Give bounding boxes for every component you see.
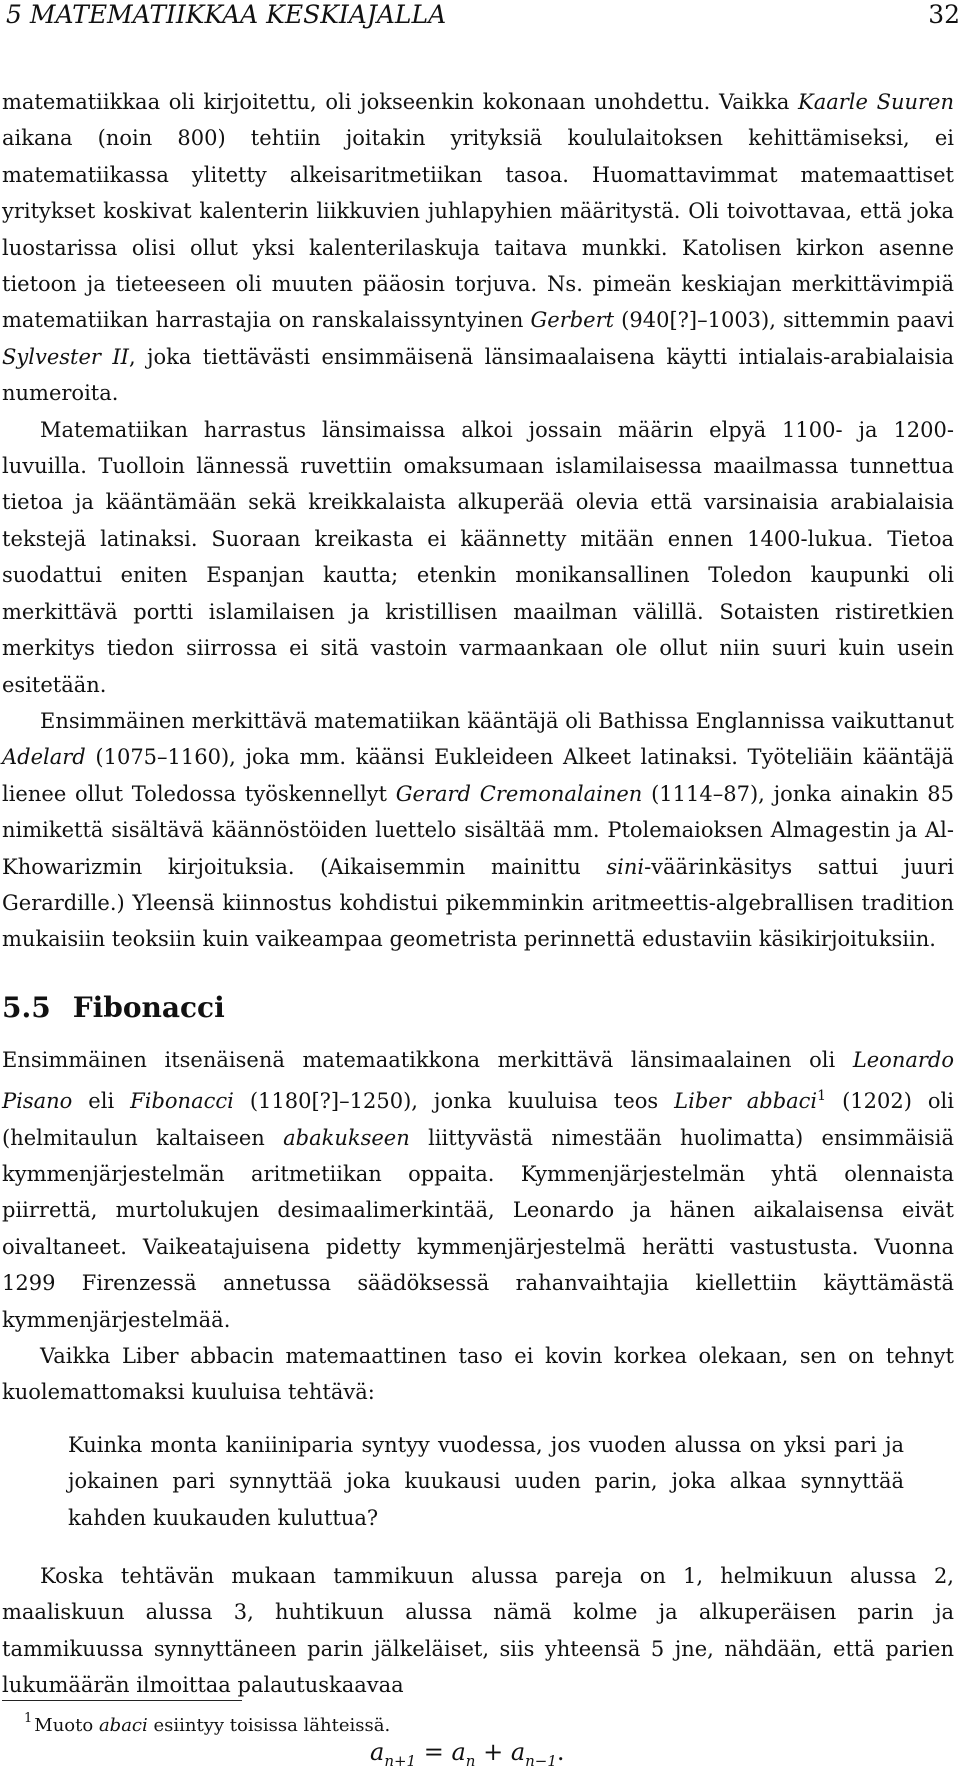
italic-term: sini [606,854,645,879]
italic-term: Adelard [2,745,86,770]
italic-term: Leonardo Pisano [2,1047,954,1114]
paragraph: Ensimmäinen merkittävä matematiikan kääntäjä oli Bathissa Englannissa vaikuttanut Adelard (1075–1160), joka mm. käänsi Eukleideen Alkeet latinaksi. Työteliäin kääntäjä lienee ollut Toledossa työskennellyt Gerard Cremonalainen (1114–87), jonka ainakin 85 nimikettä sisältävä käännöstöiden luettelo sisältää mm. Ptolemaioksen Almagestin ja Al-Khowarizmin kirjoituksia. (Aikaisemmin mainittu sini-väärinkäsitys sattui juuri Gerardille.) Yleensä kiinnostus kohdistui pikemminkin aritmeettis-algebrallisen tradition mukaisiin teoksiin kuin vaikeampaa geometrista perinnettä edustaviin käsikirjoituksiin. [2,708,954,952]
footnote: $^1$ Muoto abaci esiintyy toisissa lähteissä. [24,1711,391,1736]
section-title: Fibonacci [72,990,225,1024]
section-number: 5.5 [2,990,51,1024]
page-number: 32 [928,0,960,29]
paragraph: Matematiikan harrastus länsimaissa alkoi jossain määrin elpyä 1100- ja 1200-luvuilla. Tuolloin lännessä ruvettiin omaksumaan islamilaisessa maailmassa tunnettua tietoa ja kääntämään sekä kreikkalaista alkuperää olevia että varsinaisia arabialaisia tekstejä latinaksi. Suoraan kreikasta ei käännetty mitään ennen 1400-lukua. Tietoa suodattui eniten Espanjan kautta; etenkin monikansallinen Toledon kaupunki oli merkittävä portti islamilaisen ja kristillisen maailman välillä. Sotaisten ristiretkien merkitys tiedon siirrossa ei sitä vastoin varmaankaan ole ollut niin suuri kuin usein esitetään. [2,417,954,697]
italic-term: Gerard Cremonalainen [395,781,643,806]
footnote-mark: 1 [24,1711,33,1726]
italic-term: Sylvester II [2,344,129,369]
recurrence-formula: $a_{n+1} = a_n + a_{n-1}$. [370,1737,565,1770]
footnote-divider [2,1700,242,1701]
italic-term: abakukseen [283,1125,410,1150]
italic-term: Gerbert [530,308,615,333]
body-text [2,84,954,1779]
paragraph: Koska tehtävän mukaan tammikuun alussa pareja on 1, helmikuun alussa 2, maaliskuun alussa 3, huhtikuun alussa nämä kolme ja alkuperäisen parin ja tammikuussa synnyttäneen parin jälkeläiset, siis yhteensä 5 jne, nähdään, että parien lukumäärän ilmoittaa palautuskaavaa [2,1564,954,1698]
italic-term: Liber abbaci [674,1089,818,1114]
chapter-title: 5 MATEMATIIKKAA KESKIAJALLA [6,0,447,29]
footnote-ref: 1 [817,1088,827,1105]
italic-term: Kaarle Suuren [798,90,954,114]
paragraph: matematiikkaa oli kirjoitettu, oli jokseenkin kokonaan unohdettu. Vaikka Kaarle Suuren aikana (noin 800) tehtiin joitakin yrityksiä koululaitoksen kehittämiseksi, ei matematiikassa ylitetty alkeisaritmetiikan tasoa. Huomattavimmat matemaattiset yritykset koskivat kalenterin liikkuvien juhlapyhien määritystä. Oli toivottavaa, että joka luostarissa olisi ollut yksi kalenterilaskuja taitava munkki. Katolisen kirkon asenne tietoon ja tieteeseen oli muuten pääosin torjuva. Ns. pimeän keskiajan merkittävimpiä matematiikan harrastajia on ranskalaissyntyinen Gerbert (940[?]–1003), sittemmin paavi Sylvester II, joka tiettävästi ensimmäisenä länsimaalaisena käytti intialais-arabialaisia numeroita. [2,90,954,406]
running-header [4,0,960,30]
block-quote: Kuinka monta kaniiniparia syntyy vuodessa, jos vuoden alussa on yksi pari ja jokainen pari synnyttää joka kuukausi uuden parin, joka alkaa synnyttää kahden kuukauden kuluttua? [68,1432,904,1530]
section-heading [2,990,954,1026]
paragraph: Ensimmäinen itsenäisenä matemaatikkona merkittävä länsimaalainen oli Leonardo Pisano eli Fibonacci (1180[?]–1250), jonka kuuluisa teos Liber abbaci$^1$ (1202) oli (helmitaulun kaltaiseen abakukseen liittyvästä nimestään huolimatta) ensimmäisiä kymmenjärjestelmän aritmetiikan oppaita. Kymmenjärjestelmän yhtä olennaista piirrettä, murtolukujen desimaalimerkintää, Leonardo ja hänen aikalaisensa eivät oivaltaneet. Vaikeatajuisena pidetty kymmenjärjestelmä herätti vastustusta. Vuonna 1299 Firenzessä annetussa säädöksessä rahanvaihtajia kiellettiin käyttämästä kymmenjärjestelmää. [2,1047,955,1332]
paragraph: Vaikka Liber abbacin matemaattinen taso ei kovin korkea olekaan, sen on tehnyt kuolemattomaksi kuuluisa tehtävä: [2,1344,954,1405]
italic-term: Fibonacci [130,1089,234,1114]
